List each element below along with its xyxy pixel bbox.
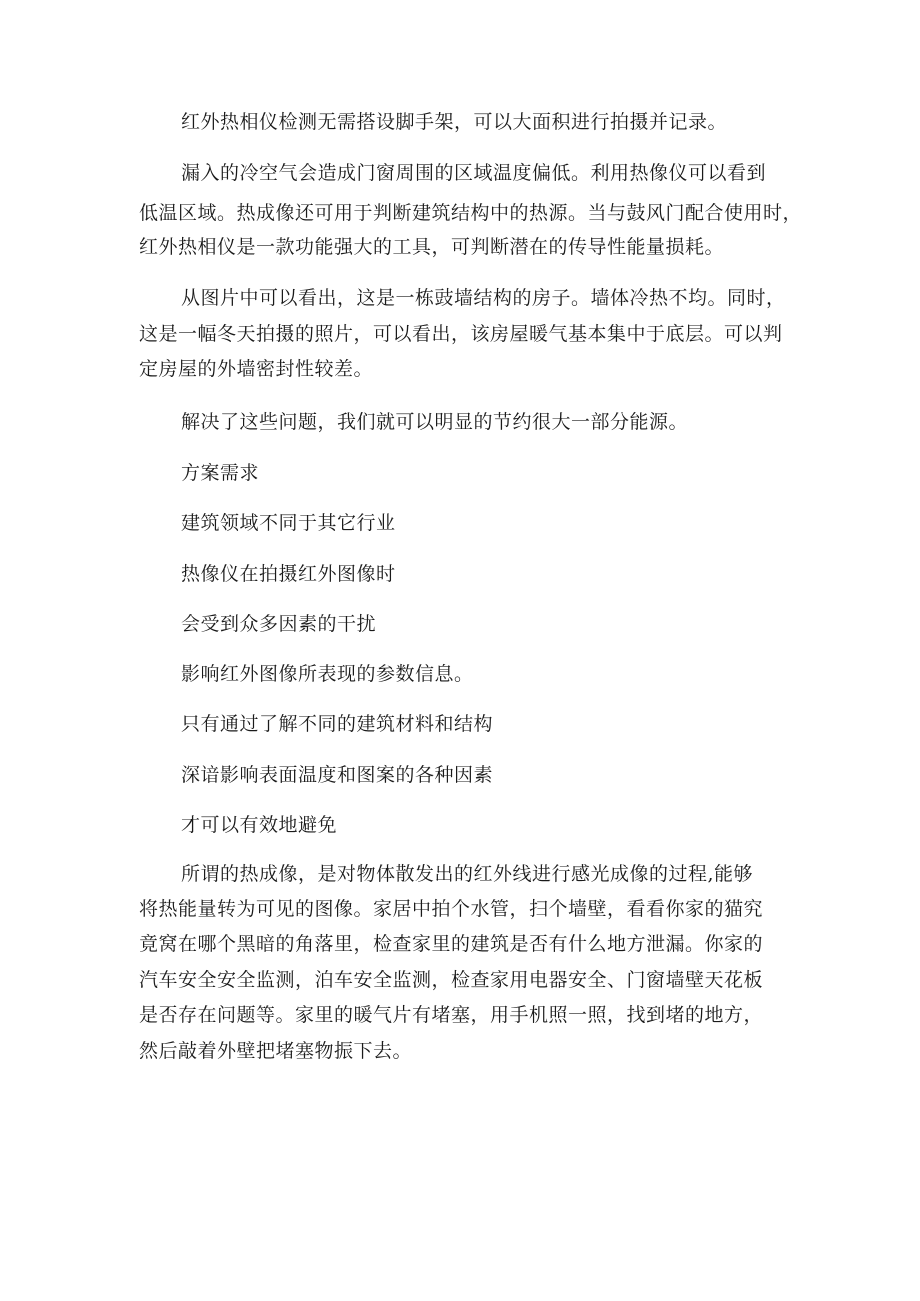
paragraph-line: 低温区域。热成像还可用于判断建筑结构中的热源。当与鼓风门配合使用时，	[139, 202, 803, 224]
list-item: 才可以有效地避免	[181, 814, 338, 836]
list-item: 影响红外图像所表现的参数信息。	[181, 663, 474, 685]
paragraph-line: 解决了这些问题，我们就可以明显的节约很大一部分能源。	[181, 411, 689, 433]
paragraph-line: 红外热相仪是一款功能强大的工具，可判断潜在的传导性能量损耗。	[139, 236, 725, 258]
paragraph-line: 所谓的热成像，是对物体散发出的红外线进行感光成像的过程,能够	[181, 863, 754, 885]
paragraph-line: 这是一幅冬天拍摄的照片，可以看出，该房屋暖气基本集中于底层。可以判	[139, 323, 783, 345]
paragraph-line: 是否存在问题等。家里的暖气片有堵塞，用手机照一照，找到堵的地方，	[139, 1004, 764, 1026]
paragraph-line: 定房屋的外墙密封性较差。	[139, 358, 374, 380]
list-item: 热像仪在拍摄红外图像时	[181, 563, 396, 585]
paragraph-line: 竟窝在哪个黑暗的角落里，检查家里的建筑是否有什么地方泄漏。你家的	[139, 933, 764, 955]
paragraph-line: 从图片中可以看出，这是一栋豉墙结构的房子。墙体冷热不均。同时，	[181, 287, 786, 309]
list-item: 只有通过了解不同的建筑材料和结构	[181, 713, 494, 735]
list-item: 深谙影响表面温度和图案的各种因素	[181, 764, 494, 786]
paragraph-line: 然后敲着外壁把堵塞物振下去。	[139, 1040, 413, 1062]
paragraph-line: 汽车安全安全监测，泊车安全监测，检查家用电器安全、门窗墙壁天花板	[139, 969, 764, 991]
section-heading: 方案需求	[181, 462, 260, 484]
list-item: 建筑领域不同于其它行业	[181, 512, 396, 534]
paragraph-line: 红外热相仪检测无需搭设脚手架，可以大面积进行拍摄并记录。	[181, 111, 728, 133]
list-item: 会受到众多因素的干扰	[181, 613, 377, 635]
paragraph-line: 漏入的冷空气会造成门窗周围的区域温度偏低。利用热像仪可以看到	[181, 162, 767, 184]
paragraph-line: 将热能量转为可见的图像。家居中拍个水管，扫个墙壁，看看你家的猫究	[139, 898, 764, 920]
